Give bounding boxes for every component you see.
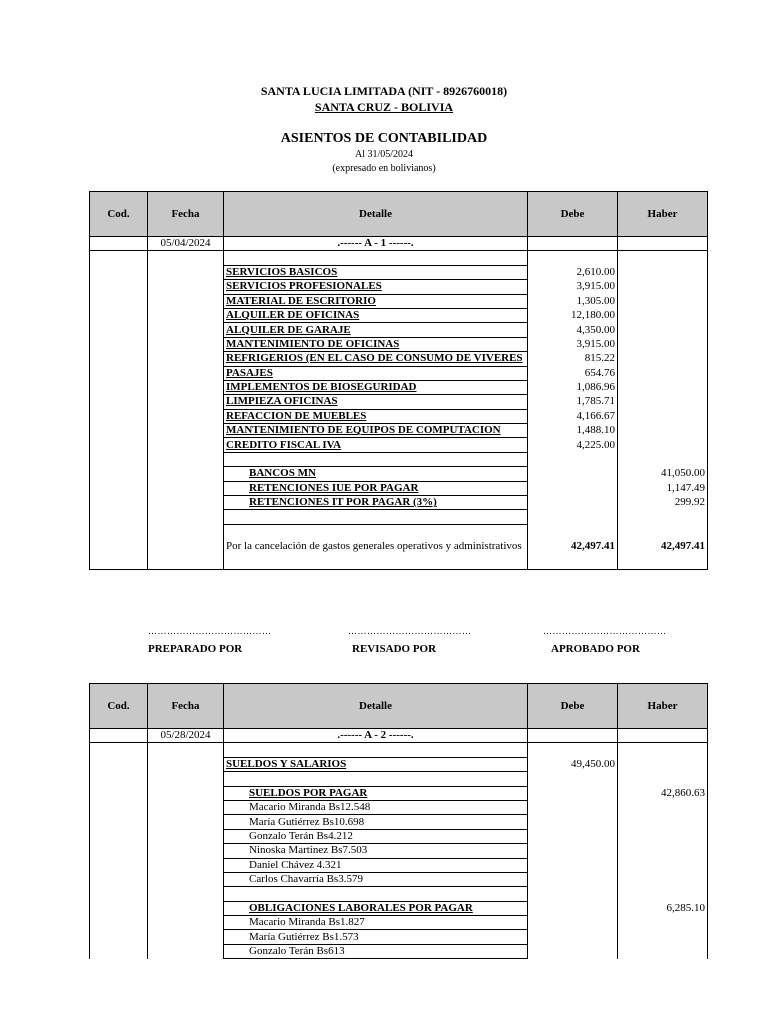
debe-amount: 3,915.00 (528, 337, 618, 351)
debe-amount: 4,225.00 (528, 438, 618, 452)
debit-row (90, 337, 708, 351)
debit-row (90, 280, 708, 294)
col-header-cod: Cod. (90, 684, 148, 729)
credit-row (90, 467, 708, 481)
entry-header-row (90, 237, 708, 251)
employee-detail: Macario Miranda Bs12.548 (224, 800, 528, 814)
signature-line-approved: ………………………………… (543, 626, 667, 636)
debe-amount: 1,488.10 (528, 424, 618, 438)
journal-table-entry-1 (89, 191, 708, 570)
col-header-fecha: Fecha (148, 192, 224, 237)
account-name: REFRIGERIOS (EN EL CASO DE CONSUMO DE VIVERES (224, 352, 528, 366)
col-header-debe: Debe (528, 192, 618, 237)
spacer-row (90, 452, 708, 466)
employee-detail: Carlos Chavarría Bs3.579 (224, 872, 528, 886)
haber-amount: 42,860.63 (618, 786, 708, 800)
debit-row (90, 438, 708, 452)
employee-detail: Gonzalo Terán Bs4.212 (224, 829, 528, 843)
entry-2-body (90, 729, 708, 959)
spacer-row (90, 743, 708, 757)
journal-table-entry-2 (89, 683, 708, 959)
detail-row (90, 829, 708, 843)
reviewed-by-label: REVISADO POR (352, 643, 437, 655)
detail-row (90, 844, 708, 858)
account-name: OBLIGACIONES LABORALES POR PAGAR (224, 901, 528, 915)
credit-row (90, 496, 708, 510)
debit-row (90, 757, 708, 771)
account-name: SUELDOS Y SALARIOS (224, 757, 528, 771)
col-header-detalle: Detalle (224, 192, 528, 237)
detail-row (90, 858, 708, 872)
entry-date: 05/04/2024 (148, 237, 224, 251)
detail-row (90, 800, 708, 814)
account-name: REFACCION DE MUEBLES (224, 409, 528, 423)
total-debe: 42,497.41 (528, 524, 618, 569)
debe-amount: 815.22 (528, 352, 618, 366)
col-header-haber: Haber (618, 684, 708, 729)
debe-amount: 49,450.00 (528, 757, 618, 771)
detail-row (90, 930, 708, 944)
debe-amount: 12,180.00 (528, 308, 618, 322)
entry-description: Por la cancelación de gastos generales operativos y administrativos (224, 524, 528, 569)
haber-amount: 299.92 (618, 496, 708, 510)
employee-detail: María Gutiérrez Bs1.573 (224, 930, 528, 944)
debit-row (90, 265, 708, 279)
spacer-row (90, 887, 708, 901)
account-name: SERVICIOS BASICOS (224, 265, 528, 279)
currency-note: (expresado en bolivianos) (332, 163, 436, 174)
detail-row (90, 944, 708, 958)
debe-amount: 2,610.00 (528, 265, 618, 279)
account-name: SUELDOS POR PAGAR (224, 786, 528, 800)
signature-line-prepared: ………………………………… (148, 626, 272, 636)
account-name: ALQUILER DE OFICINAS (224, 308, 528, 322)
employee-detail: Ninoska Martínez Bs7.503 (224, 844, 528, 858)
employee-detail: Daniel Chávez 4.321 (224, 858, 528, 872)
debit-row (90, 395, 708, 409)
account-name: RETENCIONES IUE POR PAGAR (224, 481, 528, 495)
account-name: MANTENIMIENTO DE EQUIPOS DE COMPUTACION (224, 424, 528, 438)
account-name: RETENCIONES IT POR PAGAR (3%) (224, 496, 528, 510)
signature-line-reviewed: ………………………………… (348, 626, 472, 636)
col-header-debe: Debe (528, 684, 618, 729)
col-header-haber: Haber (618, 192, 708, 237)
debe-amount: 1,086.96 (528, 380, 618, 394)
document-date: Al 31/05/2024 (354, 149, 414, 160)
debe-amount: 3,915.00 (528, 280, 618, 294)
account-name: MANTENIMIENTO DE OFICINAS (224, 337, 528, 351)
document-title: ASIENTOS DE CONTABILIDAD (280, 131, 488, 146)
entry-label: .------ A - 1 ------. (224, 237, 528, 251)
entry-header-row (90, 729, 708, 743)
entry-date: 05/28/2024 (148, 729, 224, 743)
credit-row (90, 481, 708, 495)
company-name: SANTA LUCIA LIMITADA (NIT - 8926760018) (260, 84, 508, 98)
account-name: IMPLEMENTOS DE BIOSEGURIDAD (224, 380, 528, 394)
debit-row (90, 380, 708, 394)
credit-row (90, 786, 708, 800)
account-name: LIMPIEZA OFICINAS (224, 395, 528, 409)
approved-by-label: APROBADO POR (551, 643, 640, 655)
employee-detail: María Gutiérrez Bs10.698 (224, 815, 528, 829)
credit-row (90, 901, 708, 915)
debit-row (90, 424, 708, 438)
debe-amount: 1,785.71 (528, 395, 618, 409)
debe-amount: 654.76 (528, 366, 618, 380)
account-name: CREDITO FISCAL IVA (224, 438, 528, 452)
table-header-row (90, 192, 708, 237)
spacer-row (90, 510, 708, 524)
haber-amount: 41,050.00 (618, 467, 708, 481)
col-header-detalle: Detalle (224, 684, 528, 729)
prepared-by-label: PREPARADO POR (148, 643, 243, 655)
account-name: BANCOS MN (224, 467, 528, 481)
debit-row (90, 366, 708, 380)
totals-row (90, 524, 708, 569)
spacer-row (90, 772, 708, 786)
account-name: ALQUILER DE GARAJE (224, 323, 528, 337)
haber-amount: 6,285.10 (618, 901, 708, 915)
debit-row (90, 294, 708, 308)
debe-amount: 4,166.67 (528, 409, 618, 423)
company-location: SANTA CRUZ - BOLIVIA (314, 100, 454, 114)
employee-detail: Macario Miranda Bs1.827 (224, 916, 528, 930)
entry-1-body (90, 237, 708, 570)
account-name: SERVICIOS PROFESIONALES (224, 280, 528, 294)
employee-detail: Gonzalo Terán Bs613 (224, 944, 528, 958)
col-header-fecha: Fecha (148, 684, 224, 729)
haber-amount: 1,147.49 (618, 481, 708, 495)
detail-row (90, 916, 708, 930)
account-name: PASAJES (224, 366, 528, 380)
debit-row (90, 323, 708, 337)
spacer-row (90, 251, 708, 265)
debit-row (90, 308, 708, 322)
debit-row (90, 409, 708, 423)
account-name: MATERIAL DE ESCRITORIO (224, 294, 528, 308)
debit-row (90, 352, 708, 366)
entry-label: .------ A - 2 ------. (224, 729, 528, 743)
table-header-row (90, 684, 708, 729)
debe-amount: 1,305.00 (528, 294, 618, 308)
debe-amount: 4,350.00 (528, 323, 618, 337)
detail-row (90, 815, 708, 829)
detail-row (90, 872, 708, 886)
col-header-cod: Cod. (90, 192, 148, 237)
total-haber: 42,497.41 (618, 524, 708, 569)
